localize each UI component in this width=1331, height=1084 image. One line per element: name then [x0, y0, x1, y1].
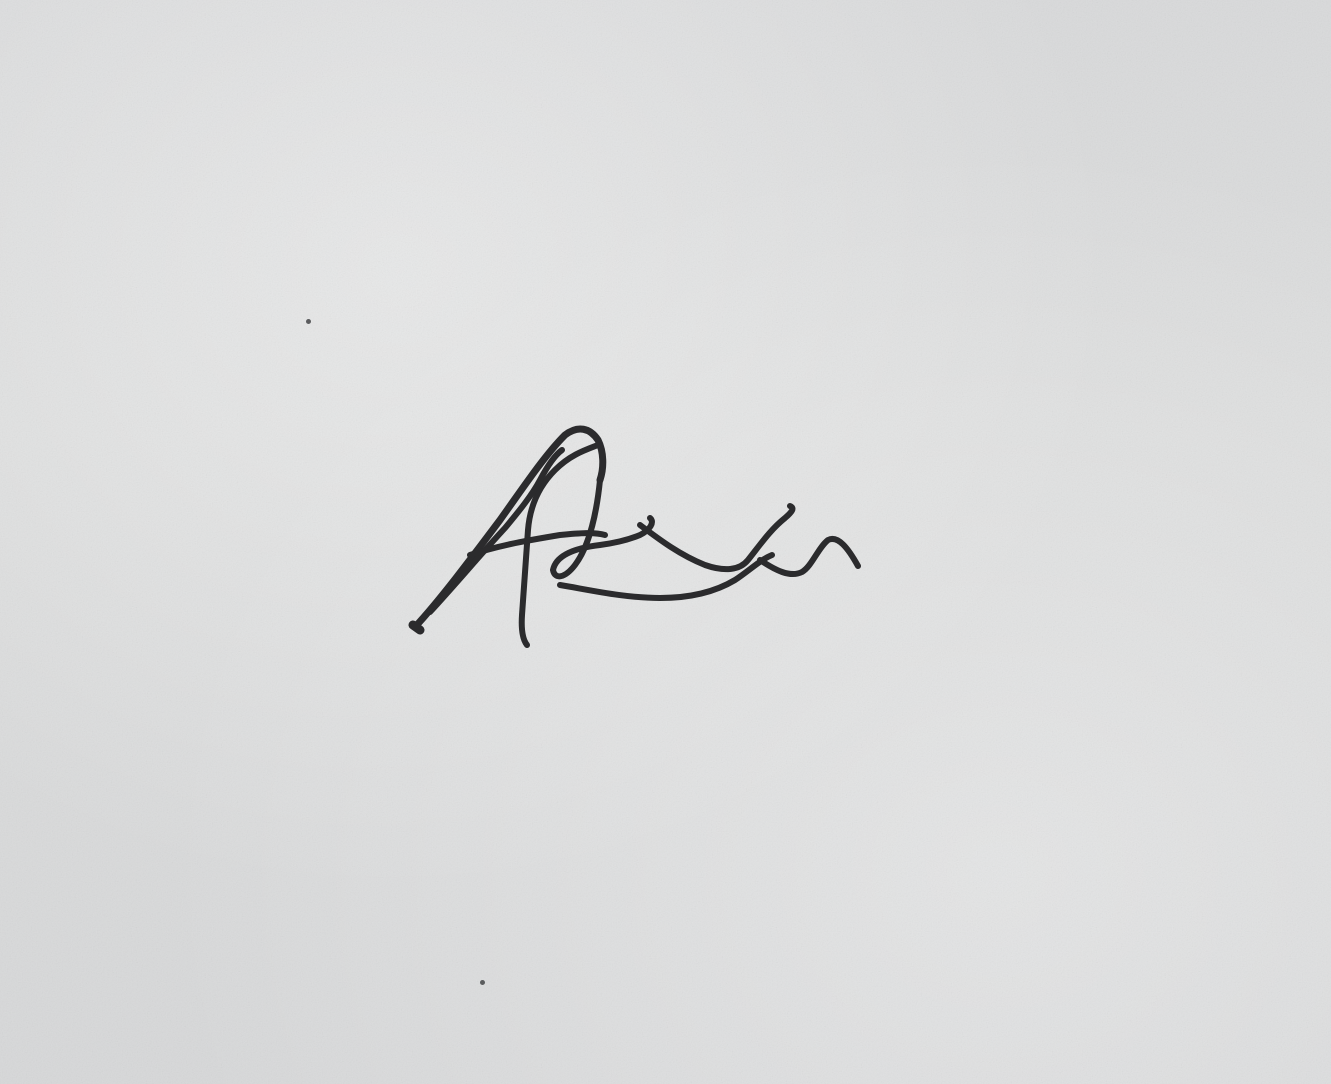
signature-stroke-loop	[553, 480, 652, 576]
signature-stroke-start	[413, 625, 420, 630]
signature-stroke-x	[640, 506, 792, 569]
signature-stroke-tail	[760, 539, 858, 574]
signature-stroke-underline	[560, 555, 772, 598]
